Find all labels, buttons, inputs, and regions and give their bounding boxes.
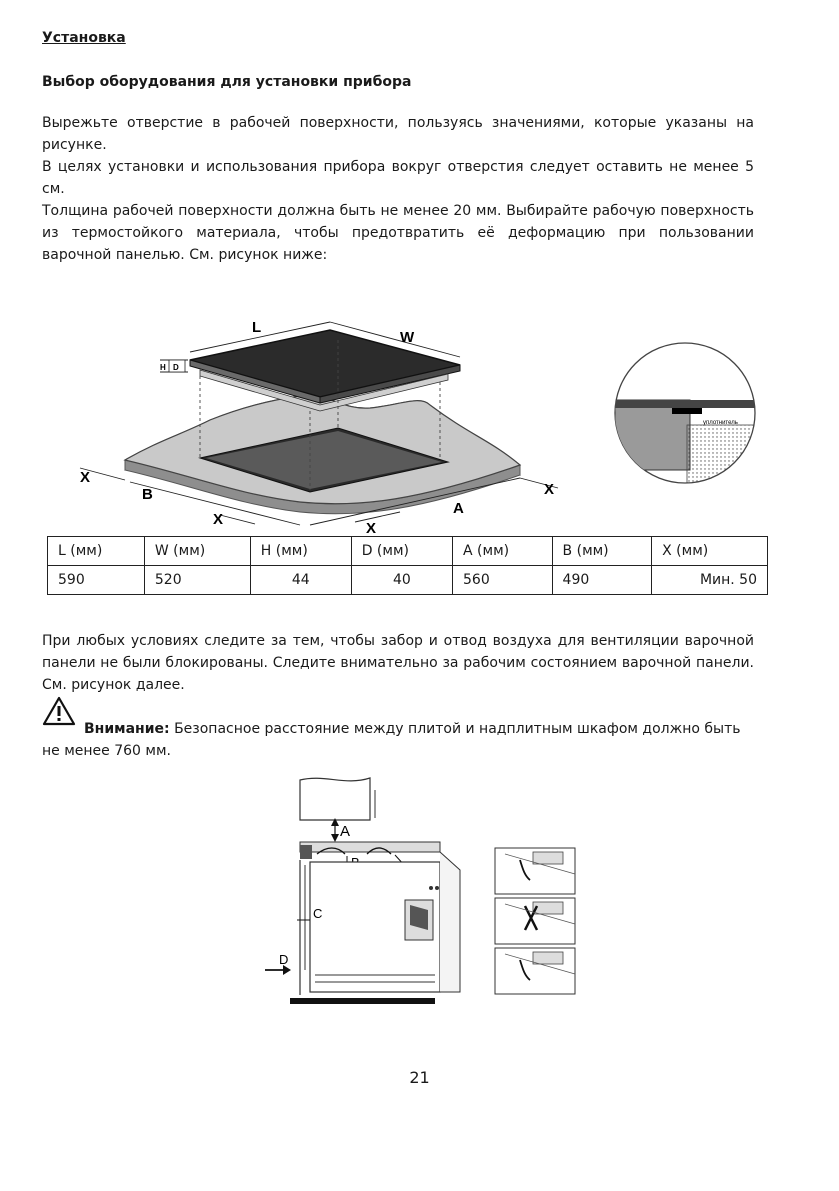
table-header: W (мм) (144, 537, 250, 566)
dimensions-table (47, 536, 768, 595)
ventilation-detail-ok-bottom (495, 948, 575, 994)
warning-text-cont: не менее 760 мм. (42, 743, 171, 759)
label-H: H (160, 363, 166, 372)
warning-body: Безопасное расстояние между плитой и надплитным шкафом должно быть (174, 721, 741, 737)
ventilation-detail-ok-top (495, 848, 575, 894)
label-L: L (252, 319, 262, 336)
warning-label: Внимание: (84, 721, 170, 737)
paragraph-clearance: В целях установки и использования прибора вокруг отверстия следует оставить не менее 5 см. (42, 159, 754, 197)
warning-icon (42, 696, 76, 726)
table-header-row (48, 537, 768, 566)
label-D: D (173, 363, 179, 372)
table-cell: 490 (552, 566, 652, 595)
seal-label: уплотнитель (703, 420, 738, 426)
table-row (48, 566, 768, 595)
label-X-right: X (544, 481, 555, 498)
seal-detail-inset (615, 343, 767, 485)
label-A: A (453, 500, 464, 517)
label-X-bottom: X (366, 520, 377, 537)
table-header: L (мм) (48, 537, 145, 566)
ventilation-detail-blocked (495, 898, 575, 944)
table-header: D (мм) (351, 537, 452, 566)
label-X-bottom-left: X (213, 511, 224, 528)
paragraph-ventilation: При любых условиях следите за тем, чтобы забор и отвод воздуха для вентиляции варочной панели не были блокированы. Следите внимательно за рабочим состоянием варочной панели. См. рисунок далее. (42, 633, 754, 693)
table-cell: 590 (48, 566, 145, 595)
section-heading: Установка (42, 30, 126, 46)
table-header: H (мм) (250, 537, 351, 566)
table-cell: 520 (144, 566, 250, 595)
table-cell: 560 (453, 566, 553, 595)
label-D: D (279, 952, 289, 967)
clearance-diagram (255, 770, 595, 1015)
hob (190, 330, 460, 411)
warning-text (84, 718, 754, 740)
table-cell: 44 (250, 566, 351, 595)
label-X-left: X (80, 469, 91, 486)
subsection-heading: Выбор оборудования для установки прибора (42, 74, 412, 90)
label-C: C (313, 906, 323, 921)
table-header: B (мм) (552, 537, 652, 566)
table-cell: Мин. 50 (652, 566, 768, 595)
cutout-diagram (40, 300, 780, 540)
table-cell: 40 (351, 566, 452, 595)
paragraph-cutout: Вырежьте отверстие в рабочей поверхности, пользуясь значениями, которые указаны на рисунке. (42, 115, 754, 153)
label-W: W (400, 329, 415, 346)
table-header: X (мм) (652, 537, 768, 566)
label-B: B (142, 486, 153, 503)
paragraph-thickness: Толщина рабочей поверхности должна быть не менее 20 мм. Выбирайте рабочую поверхность из термостойкого материала, чтобы предотвратить её деформацию при пользовании варочной панелью. См. рисунок ниже: (42, 203, 754, 263)
page-number: 21 (409, 1068, 430, 1087)
table-header: A (мм) (453, 537, 553, 566)
label-A: A (340, 823, 351, 840)
